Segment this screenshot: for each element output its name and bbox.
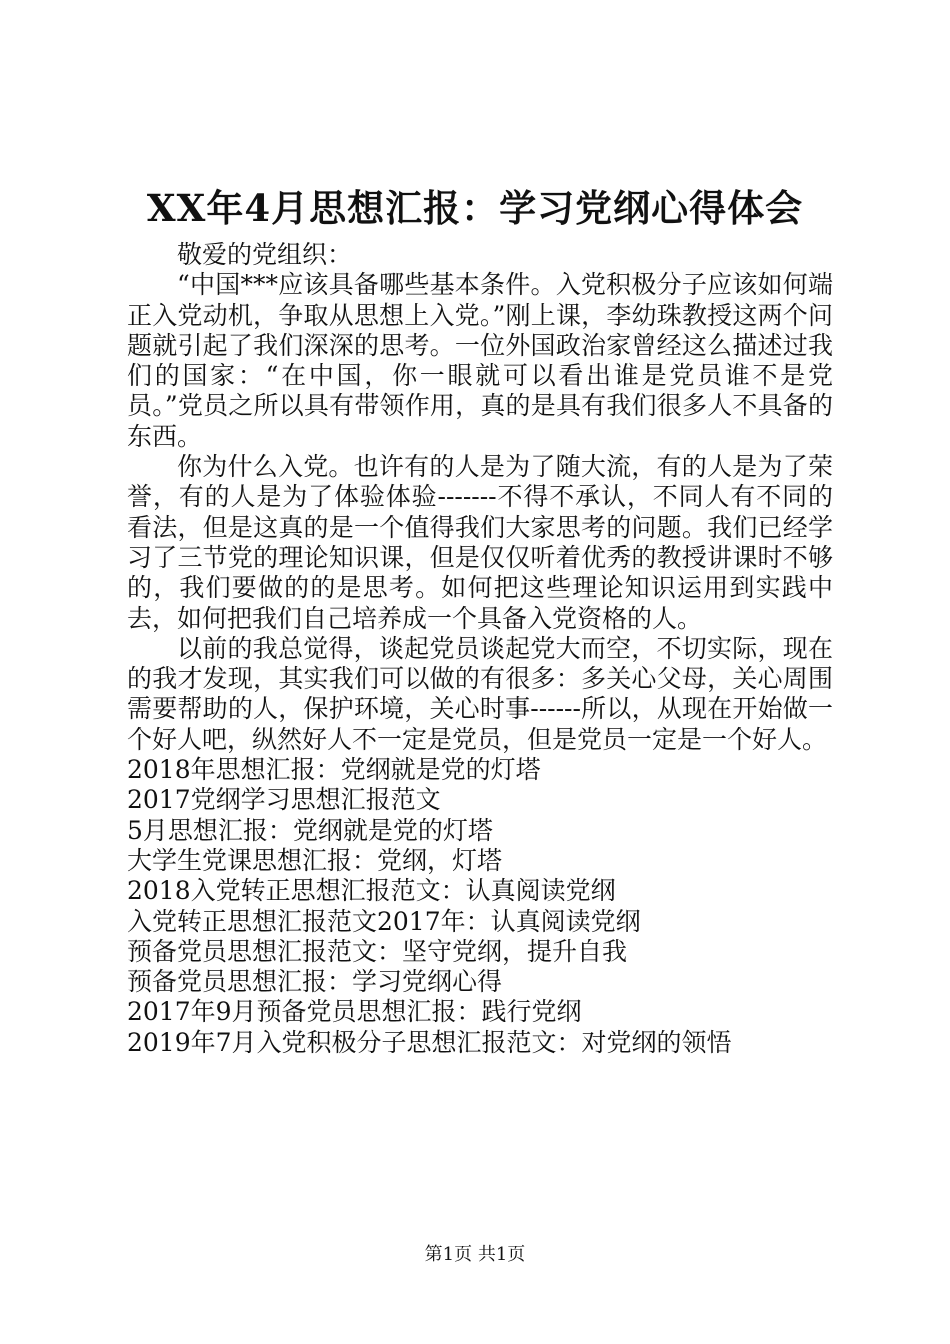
related-link[interactable]: 2018入党转正思想汇报范文：认真阅读党纲 — [127, 876, 616, 906]
paragraph-2: 你为什么入党。也许有的人是为了随大流，有的人是为了荣誉，有的人是为了体验体验-------不得不承认，不同人有不同的看法，但是这真的是一个值得我们大家思考的问题。我们已经学习了三节党的理论知识课，但是仅仅听着优秀的教授讲课时不够的，我们要做的的是思考。如何把这些理论知识运用到实践中去，如何把我们自己培养成一个具备入党资格的人。 — [127, 452, 833, 633]
related-link[interactable]: 预备党员思想汇报：学习党纲心得 — [127, 967, 503, 997]
related-link[interactable]: 2017党纲学习思想汇报范文 — [127, 785, 441, 815]
related-link[interactable]: 2017年9月预备党员思想汇报：践行党纲 — [127, 997, 582, 1027]
paragraph-3: 以前的我总觉得，谈起党员谈起党大而空，不切实际，现在的我才发现，其实我们可以做的有很多：多关心父母，关心周围需要帮助的人，保护环境，关心时事------所以，从现在开始做一个好人吧，纵然好人不一定是党员，但是党员一定是一个好人。 — [127, 633, 833, 754]
related-link[interactable]: 大学生党课思想汇报：党纲，灯塔 — [127, 845, 503, 875]
related-link[interactable]: 5月思想汇报：党纲就是党的灯塔 — [127, 815, 493, 845]
related-link[interactable]: 入党转正思想汇报范文2017年：认真阅读党纲 — [127, 906, 641, 936]
paragraph-1: “中国***应该具备哪些基本条件。入党积极分子应该如何端正入党动机，争取从思想上入党。”刚上课，李幼珠教授这两个问题就引起了我们深深的思考。一位外国政治家曾经这么描述过我们的国家：“在中国，你一眼就可以看出谁是党员谁不是党员。”党员之所以具有带领作用，真的是具有我们很多人不具备的东西。 — [127, 270, 833, 451]
document-title: XX年4月思想汇报：学习党纲心得体会 — [146, 186, 804, 230]
salutation: 敬爱的党组织： — [177, 240, 353, 269]
related-link[interactable]: 2019年7月入党积极分子思想汇报范文：对党纲的领悟 — [127, 1027, 732, 1057]
related-link[interactable]: 预备党员思想汇报范文：坚守党纲，提升自我 — [127, 936, 628, 966]
page-footer: 第1页 共1页 — [424, 1244, 526, 1265]
related-links-list — [127, 755, 833, 1058]
related-link[interactable]: 2018年思想汇报：党纲就是党的灯塔 — [127, 755, 541, 785]
document-body — [127, 240, 833, 1058]
